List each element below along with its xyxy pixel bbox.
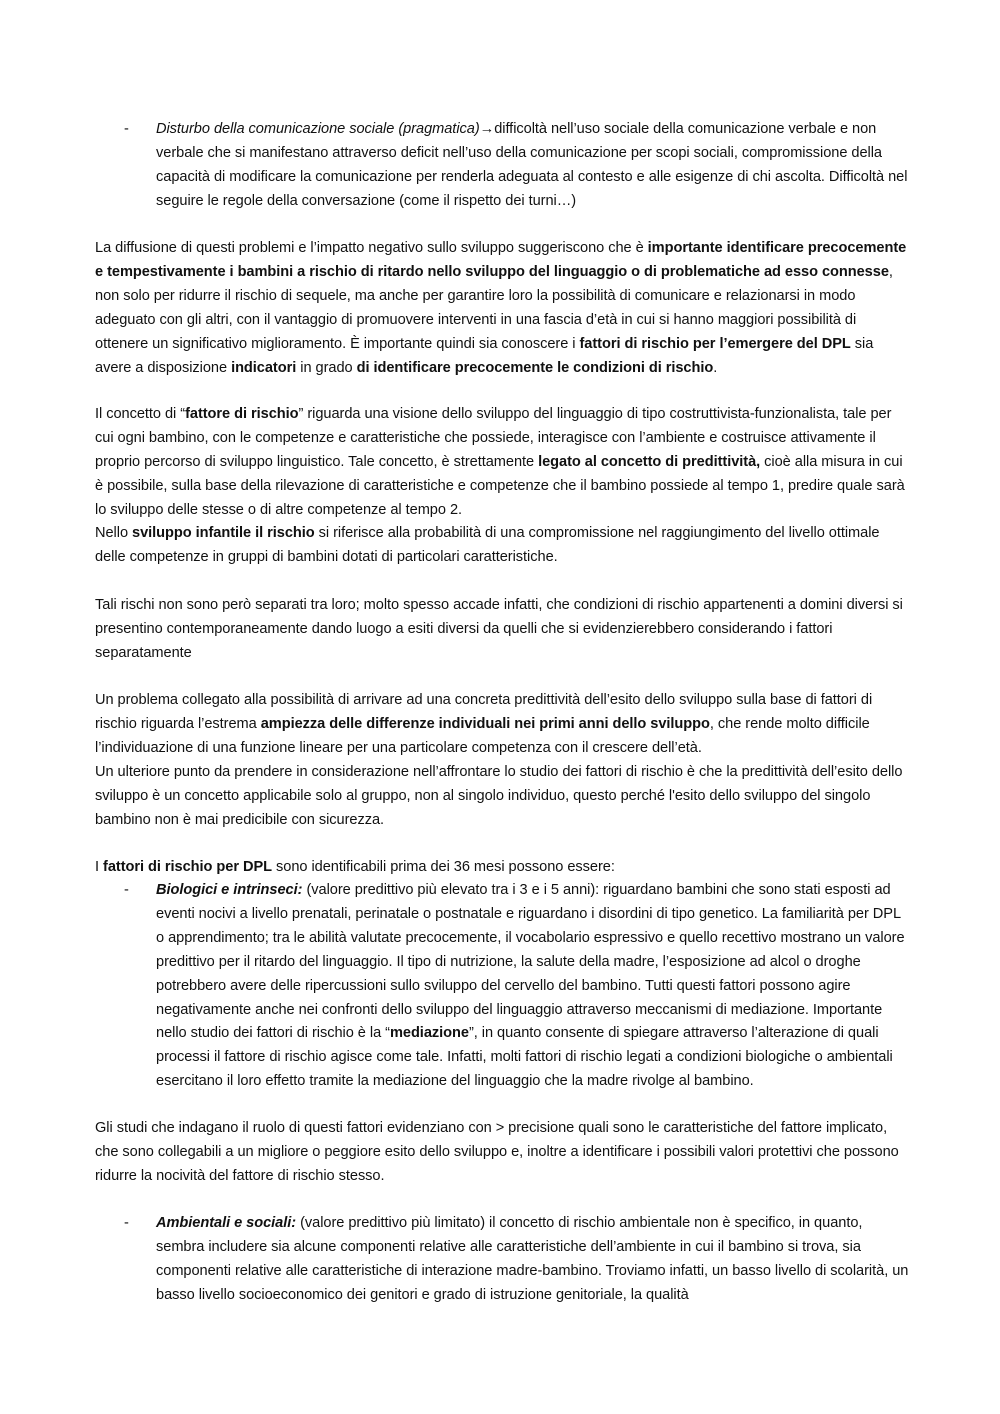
bullet-text: Disturbo della comunicazione sociale (pragmatica)→difficoltà nell’uso sociale della comunicazione verbale e non verbale che si manifestano attraverso deficit nell’uso della comunicazione per scopi sociali, compromissione della capacità di modificare la comunicazione per renderla adeguata al contesto e alle esigenze di chi ascolta. Difficoltà nel seguire le regole della conversazione (come il rispetto dei turni…)	[156, 121, 908, 209]
bullet-dash: -	[124, 1215, 129, 1231]
bullet-dash: -	[124, 121, 129, 137]
paragraph-diffusion: La diffusione di questi problemi e l’impatto negativo sullo sviluppo suggeriscono che è importante identificare precocemente e tempestivamente i bambini a rischio di ritardo nello sviluppo del linguaggio o di problematiche ad esso connesse, non solo per ridurre il rischio di sequele, ma anche per garantire loro la possibilità di comunicare e relazionarsi in modo adeguato con gli altri, con il vantaggio di promuovere interventi in una fascia d’età in cui si hanno maggiori possibilità di ottenere un significativo miglioramento. È importante quindi sia conoscere i fattori di rischio per l’emergere del DPL sia avere a disposizione indicatori in grado di identificare precocemente le condizioni di rischio.	[95, 240, 907, 376]
bullet-term: Ambientali e sociali:	[156, 1215, 297, 1231]
bullet-environmental-factors	[95, 1212, 910, 1308]
paragraph-infant-risk: Nello sviluppo infantile il rischio si riferisce alla probabilità di una compromissione nel raggiungimento del livello ottimale delle competenze in gruppi di bambini dotati di particolari caratteristiche.	[95, 525, 880, 565]
bullet-text: Biologici e intrinseci: (valore predittivo più elevato tra i 3 e i 5 anni): riguardano bambini che sono stati esposti ad eventi nocivi a livello prenatali, perinatale o postnatale e riguardano i disordini di tipo genetico. La familiarità per DPL o apprendimento; tra le abilità valutate precocemente, il vocabolario espressivo e quello recettivo mostrano un valore predittivo per il ritardo del linguaggio. Il tipo di nutrizione, la salute della madre, l’esposizione ad alcol o droghe potrebbero avere delle ripercussioni sullo sviluppo del cervello del bambino. Tutti questi fattori possono agire negativamente anche nei confronti dello sviluppo del linguaggio attraverso meccanismi di mediazione. Importante nello studio dei fattori di rischio è la “mediazione”, in quanto consente di spiegare attraverso l’alterazione di quali processi il fattore di rischio agisce come tale. Infatti, molti fattori di rischio legati a condizioni biologiche o ambientali esercitano il loro effetto tramite la mediazione del linguaggio che la madre rivolge al bambino.	[156, 882, 905, 1090]
bullet-term: Disturbo della comunicazione sociale (pragmatica)	[156, 121, 480, 137]
paragraph-group-predictivity: Un ulteriore punto da prendere in considerazione nell’affrontare lo studio dei fattori di rischio è che la predittività dell’esito dello sviluppo è un concetto applicabile solo al gruppo, non al singolo individuo, questo perché l'esito dello sviluppo del singolo bambino non è mai predicibile con sicurezza.	[95, 764, 903, 828]
bullet-text: Ambientali e sociali: (valore predittivo più limitato) il concetto di rischio ambientale non è specifico, in quanto, sembra includere sia alcune componenti relative alle caratteristiche dell’ambiente in cui il bambino si trova, sia componenti relative alle caratteristiche di interazione madre-bambino. Troviamo infatti, un basso livello di scolarità, un basso livello socioeconomico dei genitori e grado di istruzione genitoriale, la qualità	[156, 1215, 909, 1303]
bullet-biological-factors	[95, 879, 910, 1094]
paragraph-risks-not-separated: Tali rischi non sono però separati tra loro; molto spesso accade infatti, che condizioni di rischio appartenenti a domini diversi si presentino contemporaneamente dando luogo a esiti diversi da quelli che si evidenzierebbero considerando i fattori separatamente	[95, 597, 903, 661]
bullet-term: Biologici e intrinseci:	[156, 882, 303, 898]
arrow-glyph: →	[479, 121, 495, 137]
bullet-dash: -	[124, 882, 129, 898]
paragraph-risk-factor-concept: Il concetto di “fattore di rischio” riguarda una visione dello sviluppo del linguaggio di tipo costruttivista-funzionalista, tale per cui ogni bambino, con le competenze e caratteristiche che possiede, interagisce con l’ambiente e costruisce attivamente il proprio percorso di sviluppo linguistico. Tale concetto, è strettamente legato al concetto di predittività, cioè alla misura in cui è possibile, sulla base della rilevazione di caratteristiche e competenze che il bambino possiede al tempo 1, predire quale sarà lo sviluppo delle stesse o di altre competenze al tempo 2.	[95, 406, 905, 518]
paragraph-studies: Gli studi che indagano il ruolo di questi fattori evidenziano con > precisione quali sono le caratteristiche del fattore implicato, che sono collegabili a un migliore o peggiore esito dello sviluppo e, inoltre a identificare i possibili valori protettivi che possono ridurre la nocività del fattore di rischio stesso.	[95, 1120, 899, 1184]
paragraph-predictivity-problem: Un problema collegato alla possibilità di arrivare ad una concreta predittività dell’esito dello sviluppo sulla base di fattori di rischio riguarda l’estrema ampiezza delle differenze individuali nei primi anni dello sviluppo, che rende molto difficile l’individuazione di una funzione lineare per una particolare competenza con il crescere dell’età.	[95, 692, 873, 756]
bullet-pragmatic-disorder	[95, 118, 910, 214]
paragraph-dpl-risk-factors: I fattori di rischio per DPL sono identificabili prima dei 36 mesi possono essere:	[95, 859, 615, 875]
